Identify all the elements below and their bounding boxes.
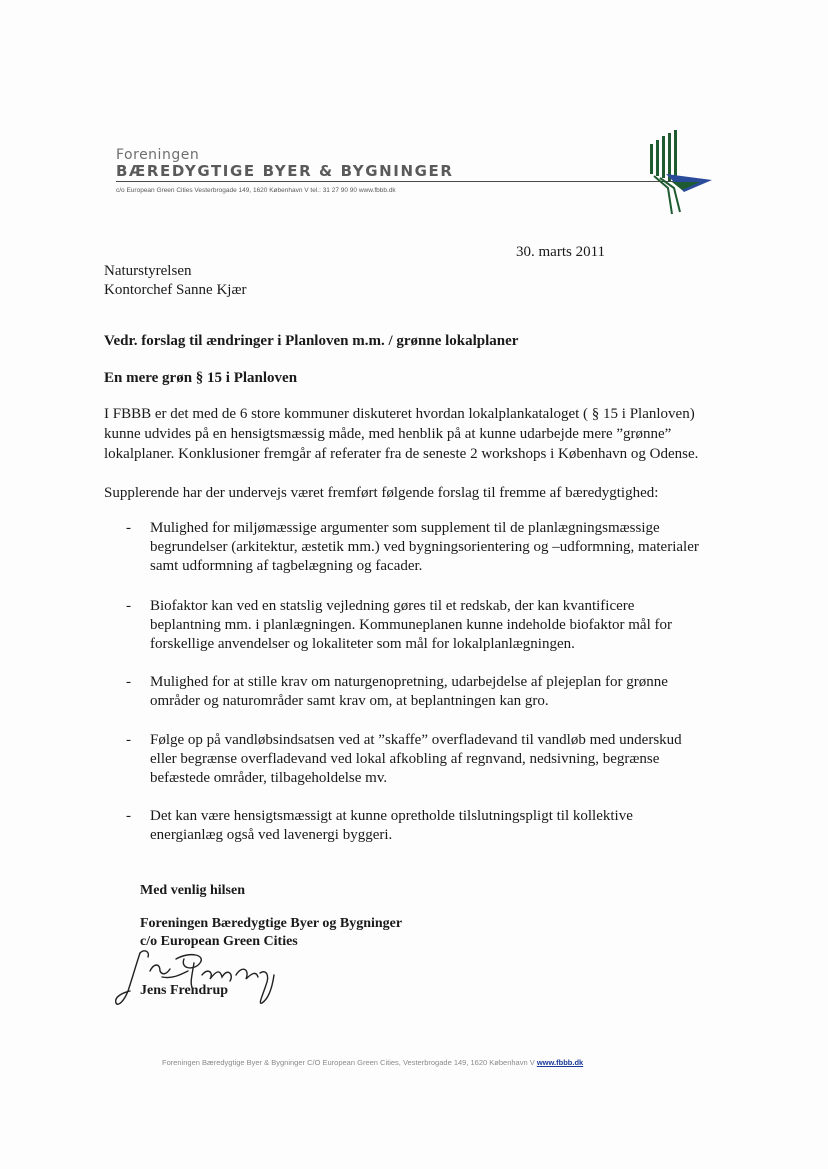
- paragraph-line: kunne udvides på en hensigtsmæssig måde, med henblik på at kunne udarbejde mere ”grønne”: [104, 426, 672, 442]
- closing-salutation: Med venlig hilsen: [140, 883, 246, 898]
- paragraph-line: I FBBB er det med de 6 store kommuner diskuteret hvordan lokalplankataloget ( § 15 i Planloven): [104, 406, 695, 422]
- bullet-marker: -: [126, 674, 131, 690]
- footer-text: Foreningen Bæredygtige Byer & Bygninger C/O European Green Cities, Vesterbrogade 149, 1620 København V: [162, 1058, 537, 1067]
- recipient-line: Naturstyrelsen: [104, 263, 192, 279]
- bullet-marker: -: [126, 808, 131, 824]
- intro-paragraph: [104, 404, 724, 464]
- letterhead-rule: [116, 181, 676, 182]
- list-item-line: Følge op på vandløbsindsatsen ved at ”skaffe” overfladevand til vandløb med underskud: [150, 732, 682, 748]
- handwritten-signature: [110, 945, 290, 1015]
- bullet-marker: -: [126, 520, 131, 536]
- list-item-line: beplantning mm. i planlægningen. Kommuneplanen kunne indeholde biofaktor mål for: [150, 617, 672, 633]
- recipient-block: [104, 261, 246, 299]
- paragraph-line: lokalplaner. Konklusioner fremgår af referater fra de seneste 2 workshops i København og Odense.: [104, 446, 699, 462]
- list-item-line: Mulighed for at stille krav om naturgenopretning, udarbejdelse af plejeplan for grønne: [150, 674, 668, 690]
- list-item-line: begrundelser (arkitektur, æstetik mm.) ved bygningsorientering og –udformning, materialer: [150, 539, 699, 555]
- bullet-marker: -: [126, 598, 131, 614]
- list-item-line: Det kan være hensigtsmæssigt at kunne opretholde tilslutningspligt til kollektive: [150, 808, 633, 824]
- list-item-line: Biofaktor kan ved en statslig vejledning gøres til et redskab, der kan kvantificere: [150, 598, 635, 614]
- list-item-line: eller begrænse overfladevand ved lokal afkobling af regnvand, nedsivning, begrænse: [150, 751, 660, 767]
- subject-line: Vedr. forslag til ændringer i Planloven m.m. / grønne lokalplaner: [104, 333, 519, 349]
- list-item-line: Mulighed for miljømæssige argumenter som supplement til de planlægningsmæssige: [150, 520, 660, 536]
- lead-paragraph: Supplerende har der undervejs været fremført følgende forslag til fremme af bæredygtighed:: [104, 485, 659, 501]
- signature-co: c/o European Green Cities: [140, 934, 298, 949]
- signature-name: Jens Frendrup: [140, 983, 229, 998]
- bullet-marker: -: [126, 732, 131, 748]
- page-footer: [162, 1058, 583, 1067]
- letter-date: 30. marts 2011: [516, 244, 606, 260]
- list-item-line: forskellige anvendelser og lokaliteter som mål for lokalplanlægningen.: [150, 636, 575, 652]
- letterhead-address: c/o European Green Cities Vesterbrogade 149, 1620 København V tel.: 31 27 90 90 www.fbbb.dk: [116, 187, 396, 194]
- list-item-line: energianlæg også ved lavenergi byggeri.: [150, 827, 393, 843]
- recipient-line: Kontorchef Sanne Kjær: [104, 282, 247, 298]
- letterhead-org-prefix: Foreningen: [116, 147, 200, 163]
- section-heading: En mere grøn § 15 i Planloven: [104, 370, 298, 386]
- list-item-line: befæstede områder, tilbageholdelse mv.: [150, 770, 388, 786]
- signature-org: Foreningen Bæredygtige Byer og Bygninger: [140, 916, 403, 931]
- list-item-line: samt udformning af tagbelægning og facader.: [150, 558, 423, 574]
- footer-website-link[interactable]: www.fbbb.dk: [536, 1058, 584, 1067]
- list-item-line: områder og naturområder samt krav om, at beplantningen kan gro.: [150, 693, 549, 709]
- letterhead-org-name: BÆREDYGTIGE BYER & BYGNINGER: [116, 162, 454, 180]
- fbbb-logo-icon: [646, 130, 712, 216]
